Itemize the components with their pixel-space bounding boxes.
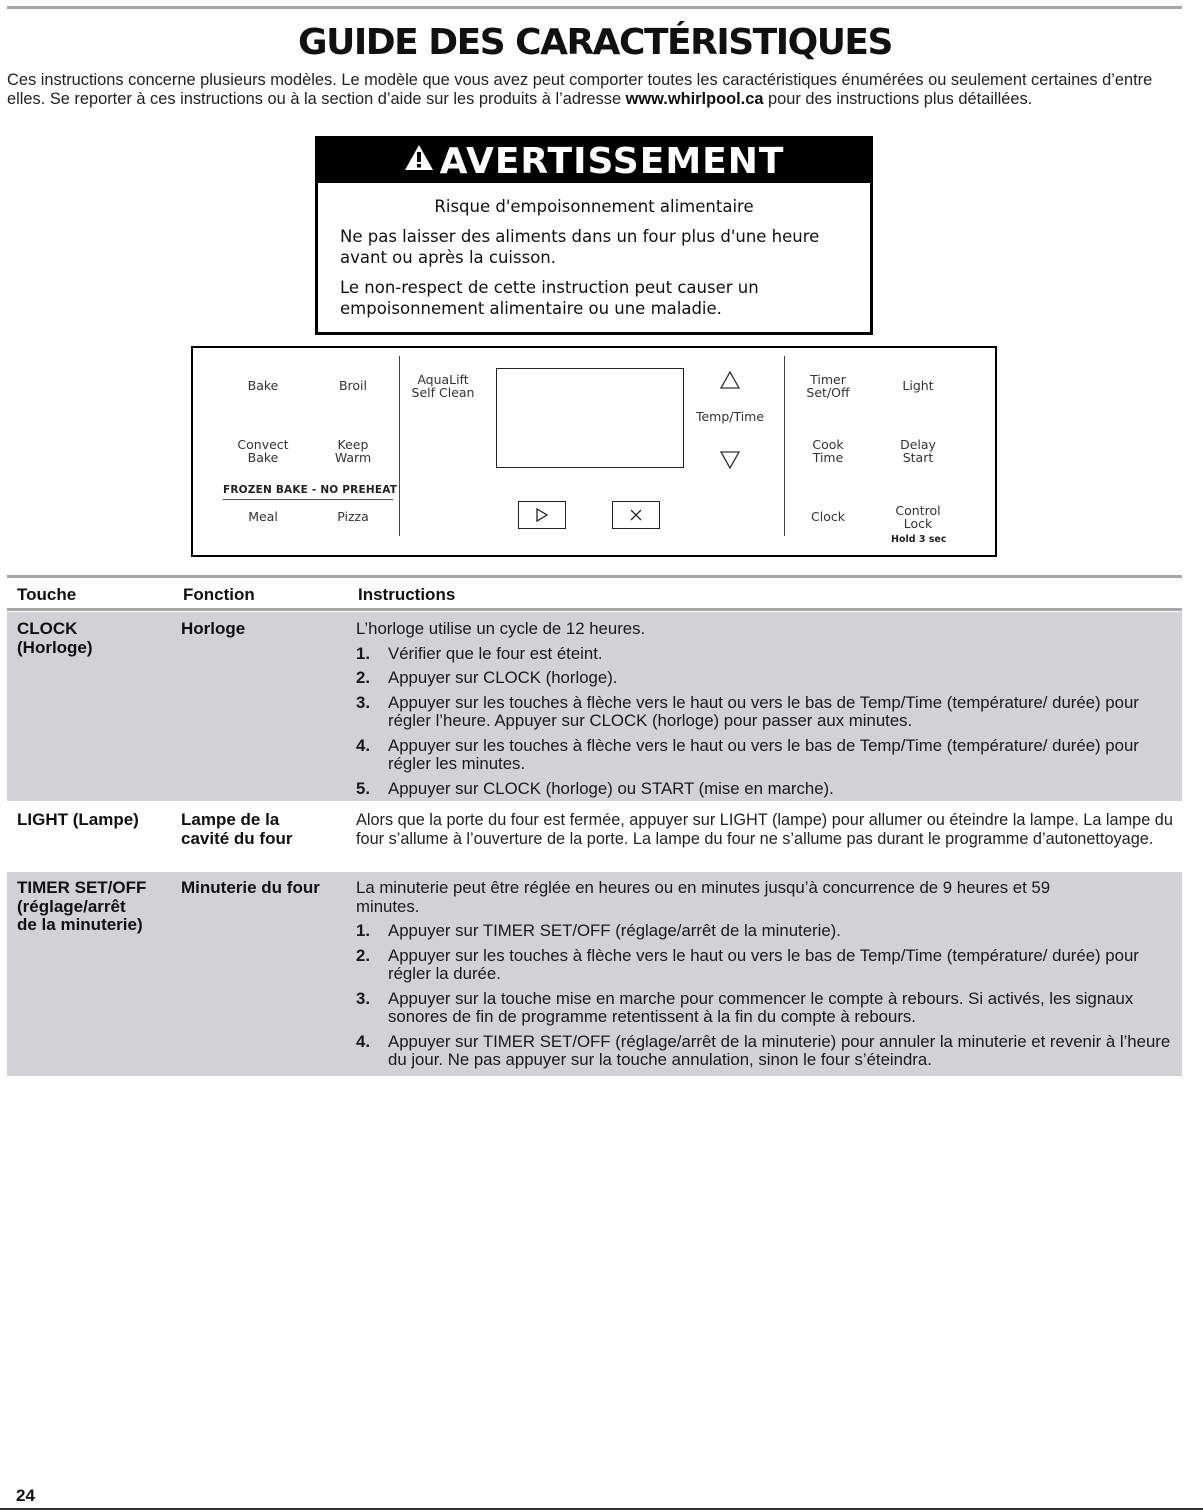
warning-text-1: Ne pas laisser des aliments dans un four plus d'une heure avant ou après la cuisson. (340, 227, 820, 267)
header-touche: Touche (17, 585, 77, 604)
step-text: Vérifier que le four est éteint. (388, 643, 603, 663)
key-clock-line2: (Horloge) (17, 637, 93, 657)
list-item (356, 990, 1176, 1027)
step-number: 3. (356, 692, 370, 712)
control-label: Control (895, 503, 941, 518)
intro-tail: pour des instructions plus détaillées. (763, 90, 1033, 108)
list-item (356, 947, 1176, 984)
table-row-light (7, 803, 1182, 869)
key-light: LIGHT (Lampe) (17, 810, 139, 829)
convect-bake-key (228, 438, 298, 464)
key-timer-line1: TIMER SET/OFF (17, 878, 147, 897)
step-text: Appuyer sur TIMER SET/OFF (réglage/arrêt de la minuterie) pour annuler la minuterie et revenir à l’heure du jour. Ne pas appuyer sur la touche annulation, sinon le four s’éteindra. (388, 1031, 1171, 1069)
step-text: Appuyer sur les touches à flèche vers le haut ou vers le bas de Temp/Time (température/ durée) pour régler l’heure. Appuyer sur CLOCK (horloge) pour passer aux minutes. (388, 692, 1139, 730)
frozen-divider (223, 499, 393, 500)
step-number: 1. (356, 921, 370, 940)
panel-divider-right (784, 356, 785, 536)
aqualift-key (403, 373, 483, 399)
warning-triangle-icon (404, 137, 434, 183)
control-lock-key (878, 504, 958, 530)
keep-label: Keep (337, 437, 369, 452)
intro-text: Ces instructions concerne plusieurs modèles. Le modèle que vous avez peut comporter toutes les caractéristiques énumérées ou seulement certaines d’entre elles. Se reporter à ces instructions ou à la section d’aide sur les produits à l’adresse (7, 71, 1153, 108)
key-timer-line2: (réglage/arrêt (17, 896, 126, 916)
step-number: 4. (356, 1031, 370, 1051)
cancel-button (612, 501, 660, 529)
panel-divider-left (399, 356, 400, 536)
bake-key: Bake (247, 378, 279, 393)
key-clock (17, 620, 93, 657)
list-item (356, 737, 1176, 774)
step-number: 2. (356, 945, 370, 965)
func-light (181, 811, 292, 848)
table-row-clock (7, 612, 1182, 801)
header-instructions: Instructions (358, 585, 456, 604)
key-timer-line3: de la minuterie) (17, 915, 143, 934)
step-text: Appuyer sur les touches à flèche vers le haut ou vers le bas de Temp/Time (température/ durée) pour régler les minutes. (388, 735, 1139, 773)
bottom-rule (0, 1508, 1203, 1510)
step-number: 3. (356, 988, 370, 1008)
cook-time-label: Time (812, 450, 844, 465)
play-icon (535, 508, 549, 525)
key-timer (17, 879, 146, 935)
warning-box (315, 136, 873, 335)
step-number: 4. (356, 735, 370, 755)
step-text: Appuyer sur TIMER SET/OFF (réglage/arrêt de la minuterie). (388, 921, 841, 940)
warm-label: Warm (334, 450, 372, 465)
func-light-line1: Lampe de la (181, 810, 280, 829)
step-number: 2. (356, 668, 370, 687)
delay-label: Delay (900, 437, 936, 452)
warning-text-2: Le non-respect de cette instruction peut causer un empoisonnement alimentaire ou une maladie. (340, 278, 759, 318)
lock-label: Lock (903, 516, 933, 531)
timer-label: Timer (810, 372, 846, 387)
page-title: GUIDE DES CARACTÉRISTIQUES (298, 22, 892, 63)
set-off-label: Set/Off (806, 385, 850, 400)
list-item (356, 780, 1176, 799)
display-window (496, 368, 684, 468)
key-clock-line1: CLOCK (17, 619, 78, 638)
frozen-bake-label: FROZEN BAKE - NO PREHEAT (223, 484, 398, 496)
convect-label: Convect (237, 437, 289, 452)
step-text: Appuyer sur la touche mise en marche pour commencer le compte à rebours. Si activés, les signaux sonores de fin de programme retentissent à la fin du compte à rebours. (388, 988, 1134, 1026)
timer-set-off-key (788, 373, 868, 399)
list-item (356, 645, 1176, 664)
table-row-timer (7, 872, 1182, 1076)
step-number: 1. (356, 643, 370, 663)
meal-key: Meal (248, 509, 278, 524)
step-number: 5. (356, 778, 370, 798)
light-key: Light (902, 378, 934, 393)
page-number: 24 (16, 1486, 35, 1505)
instructions-clock (356, 620, 1176, 798)
warning-heading: AVERTISSEMENT (439, 141, 785, 182)
instructions-light: Alors que la porte du four est fermée, appuyer sur LIGHT (lampe) pour allumer ou éteindre la lampe. La lampe du four s’allume à l’ouverture de la porte. La lampe du four ne s’allume pas durant le programme d’autonettoyage. (356, 811, 1173, 848)
step-text: Appuyer sur les touches à flèche vers le haut ou vers le bas de Temp/Time (température/ durée) pour régler la durée. (388, 945, 1139, 983)
whirlpool-link[interactable]: www.whirlpool.ca (625, 90, 764, 108)
close-icon (629, 508, 643, 525)
self-clean-label: Self Clean (411, 385, 475, 400)
arrow-up-icon (719, 370, 741, 393)
aqualift-label: AquaLift (417, 372, 469, 387)
header-rule (7, 608, 1182, 611)
convect-bake-label: Bake (247, 450, 279, 465)
start-button (518, 501, 566, 529)
list-item (356, 694, 1176, 731)
table-top-rule (7, 575, 1182, 578)
arrow-down-icon (719, 450, 741, 473)
cook-time-key (793, 438, 863, 464)
broil-key: Broil (338, 378, 368, 393)
warning-subtitle: Risque d'empoisonnement alimentaire (434, 197, 754, 216)
list-item (356, 1033, 1176, 1070)
hold-3-sec-label: Hold 3 sec (891, 534, 947, 545)
step-text: Appuyer sur CLOCK (horloge) ou START (mise en marche). (388, 778, 834, 798)
timer-intro: La minuterie peut être réglée en heures ou en minutes jusqu’à concurrence de 9 heures et 59 minutes. (356, 878, 1051, 916)
cook-label: Cook (812, 437, 844, 452)
func-clock: Horloge (181, 619, 246, 638)
pizza-key: Pizza (337, 509, 369, 524)
header-fonction: Fonction (183, 585, 255, 604)
delay-start-key (883, 438, 953, 464)
func-light-line2: cavité du four (181, 828, 293, 848)
list-item (356, 669, 1176, 688)
temp-time-label: Temp/Time (695, 409, 765, 424)
start-label: Start (902, 450, 934, 465)
intro-paragraph (7, 71, 1187, 109)
clock-intro: L’horloge utilise un cycle de 12 heures. (356, 619, 646, 638)
instructions-timer (356, 879, 1176, 1070)
warning-header (318, 139, 870, 183)
func-timer: Minuterie du four (181, 878, 320, 897)
keep-warm-key (318, 438, 388, 464)
control-panel-diagram (191, 346, 997, 557)
clock-key: Clock (811, 509, 845, 524)
list-item (356, 922, 1176, 941)
step-text: Appuyer sur CLOCK (horloge). (388, 668, 618, 687)
top-rule (7, 6, 1182, 9)
